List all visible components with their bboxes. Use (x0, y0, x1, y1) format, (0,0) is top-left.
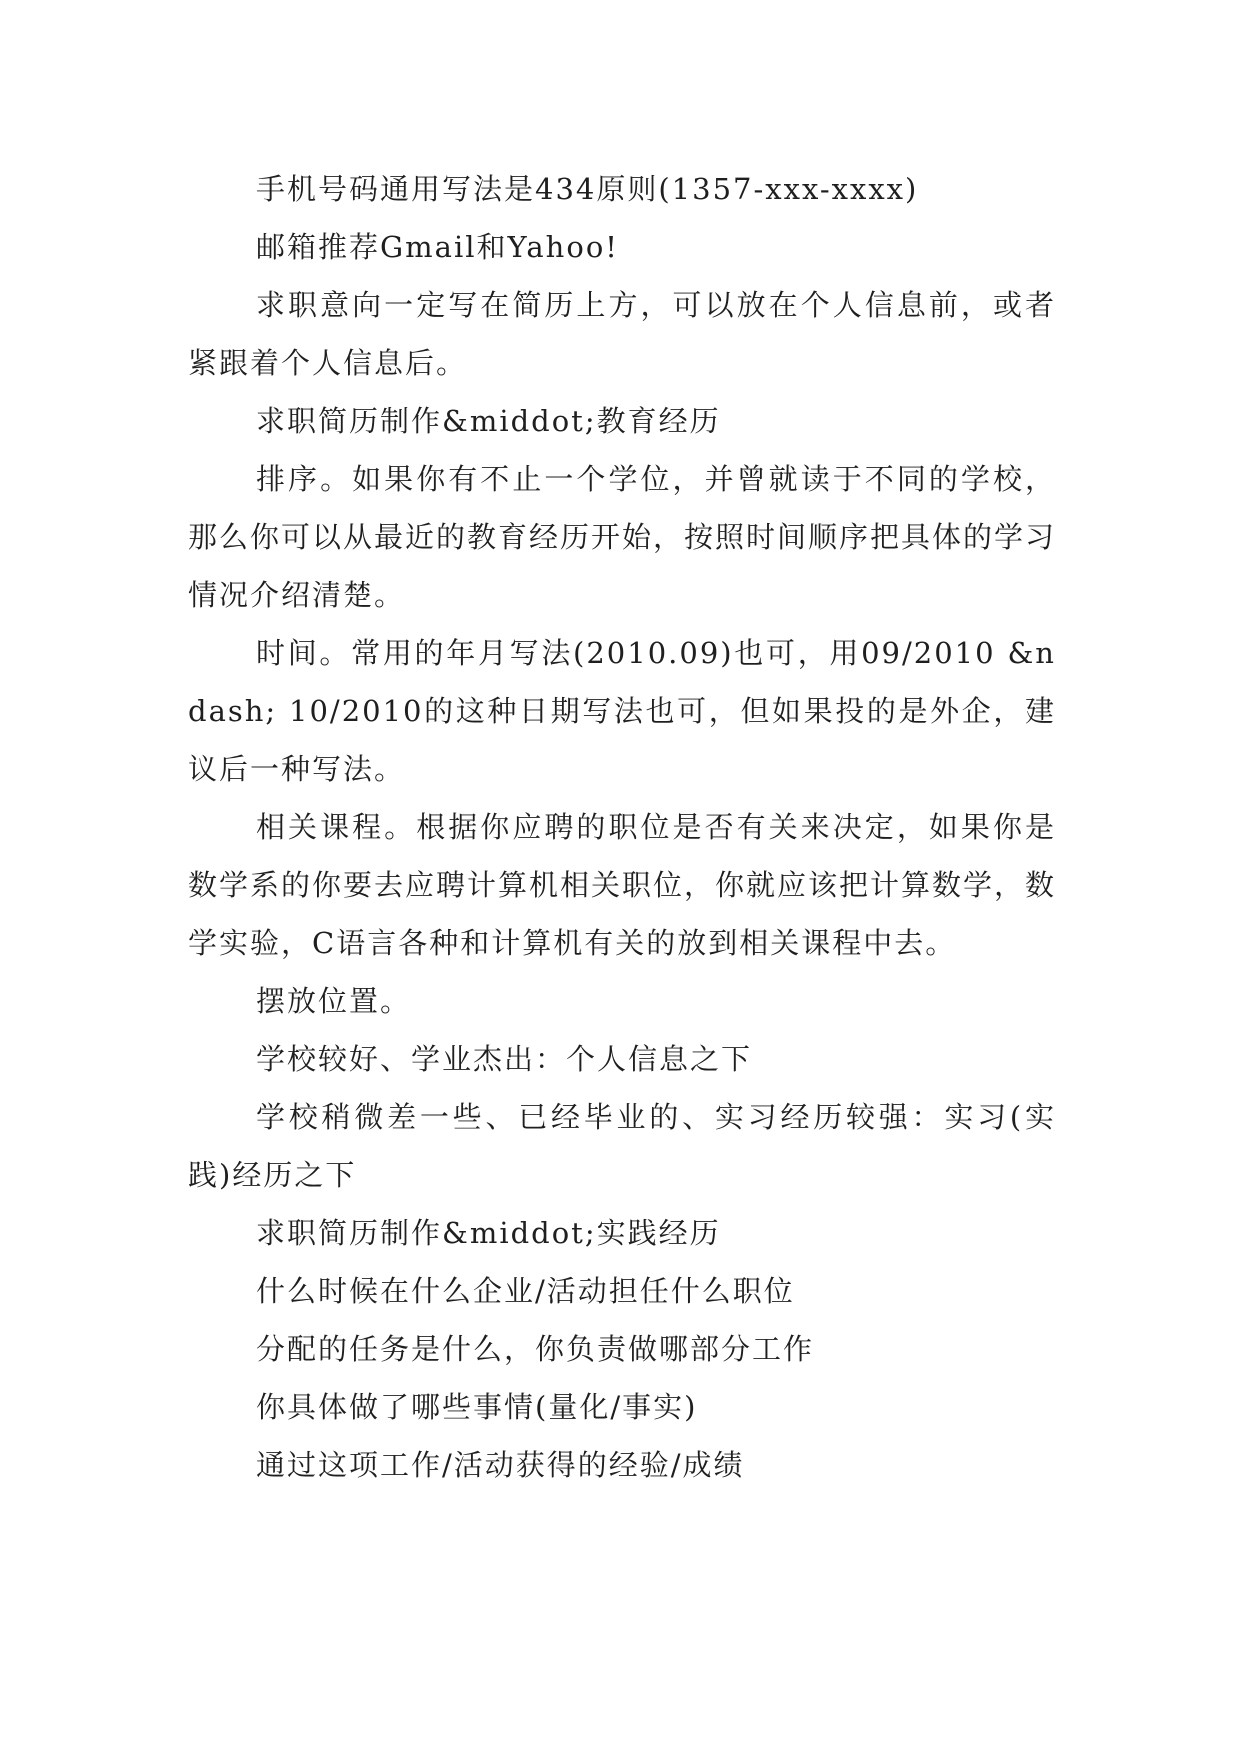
paragraph-education-time: 时间。常用的年月写法(2010.09)也可，用09/2010 &ndash; 10/2010的这种日期写法也可，但如果投的是外企，建议后一种写法。 (188, 636, 1056, 786)
paragraph-practice-when-where: 什么时候在什么企业/活动担任什么职位 (256, 1274, 795, 1308)
paragraph-placement-weaker-school: 学校稍微差一些、已经毕业的、实习经历较强：实习(实践)经历之下 (188, 1100, 1056, 1192)
paragraph-education-order: 排序。如果你有不止一个学位，并曾就读于不同的学校，那么你可以从最近的教育经历开始，按照时间顺序把具体的学习情况介绍清楚。 (188, 462, 1057, 612)
paragraph-practice-tasks: 分配的任务是什么，你负责做哪部分工作 (256, 1332, 815, 1366)
paragraph-placement-good-school: 学校较好、学业杰出：个人信息之下 (256, 1042, 753, 1076)
paragraph-placement: 摆放位置。 (256, 984, 412, 1018)
paragraph-phone-format: 手机号码通用写法是434原则(1357-xxx-xxxx) (256, 172, 919, 206)
section-heading-education: 求职简历制作&middot;教育经历 (256, 404, 721, 438)
paragraph-related-courses: 相关课程。根据你应聘的职位是否有关来决定，如果你是数学系的你要去应聘计算机相关职位，你就应该把计算数学，数学实验，C语言各种和计算机有关的放到相关课程中去。 (188, 810, 1057, 960)
document-body (188, 160, 1056, 1494)
paragraph-practice-results: 通过这项工作/活动获得的经验/成绩 (256, 1448, 745, 1482)
paragraph-email-recommendation: 邮箱推荐Gmail和Yahoo! (256, 230, 619, 264)
section-heading-practice: 求职简历制作&middot;实践经历 (256, 1216, 721, 1250)
paragraph-job-intention: 求职意向一定写在简历上方，可以放在个人信息前，或者紧跟着个人信息后。 (188, 288, 1056, 380)
paragraph-practice-details: 你具体做了哪些事情(量化/事实) (256, 1390, 698, 1424)
